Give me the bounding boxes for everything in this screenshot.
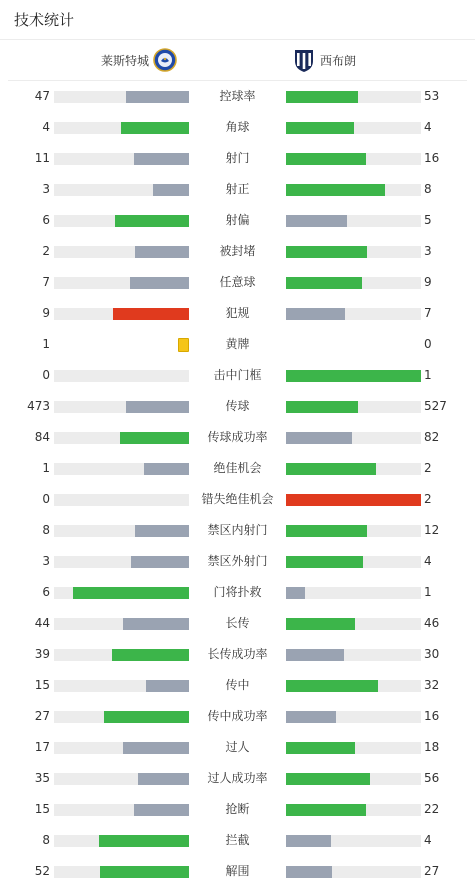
stat-label: 传球成功率 <box>207 430 268 444</box>
home-bar-track <box>54 277 189 289</box>
home-value: 84 <box>34 430 50 444</box>
stat-row <box>0 391 475 422</box>
away-value: 22 <box>424 802 440 816</box>
home-bar-track <box>54 804 189 816</box>
stat-label: 任意球 <box>219 275 256 289</box>
home-value: 52 <box>34 864 50 878</box>
away-bar-track <box>286 587 421 599</box>
stat-row <box>0 546 475 577</box>
home-bar-track <box>54 649 189 661</box>
away-team-crest-icon <box>292 47 316 73</box>
stat-label: 门将扑救 <box>213 585 262 599</box>
away-bar <box>286 742 355 754</box>
home-bar <box>121 122 189 134</box>
home-bar-track <box>54 680 189 692</box>
home-bar <box>112 649 189 661</box>
stat-label: 传中 <box>225 678 250 692</box>
away-bar-track <box>286 463 421 475</box>
stat-label: 击中门框 <box>213 368 262 382</box>
stat-row <box>0 484 475 515</box>
home-bar-track <box>54 215 189 227</box>
stat-label: 拦截 <box>225 833 250 847</box>
stat-label: 长传 <box>225 616 250 630</box>
page-title: 技术统计 <box>14 11 75 29</box>
home-value: 7 <box>42 275 50 289</box>
home-value: 6 <box>42 585 50 599</box>
home-value: 0 <box>42 492 50 506</box>
home-value: 39 <box>34 647 50 661</box>
away-bar-track <box>286 711 421 723</box>
home-bar-track <box>54 742 189 754</box>
home-bar-track <box>54 184 189 196</box>
away-team[interactable] <box>292 40 356 80</box>
stat-row <box>0 143 475 174</box>
away-bar <box>286 680 378 692</box>
home-bar-track <box>54 618 189 630</box>
away-bar <box>286 463 376 475</box>
home-bar <box>123 618 189 630</box>
away-bar <box>286 215 347 227</box>
away-value: 0 <box>424 337 432 351</box>
home-bar <box>146 680 189 692</box>
home-bar-track <box>54 494 189 506</box>
away-bar <box>286 618 355 630</box>
stat-row <box>0 732 475 763</box>
away-value: 30 <box>424 647 440 661</box>
away-bar <box>286 556 363 568</box>
away-bar <box>286 370 421 382</box>
teams-bar <box>8 40 467 81</box>
home-bar <box>138 773 189 785</box>
home-bar-track <box>54 370 189 382</box>
home-bar <box>134 153 189 165</box>
away-bar <box>286 525 367 537</box>
stat-label: 黄牌 <box>225 337 250 351</box>
away-value: 82 <box>424 430 440 444</box>
away-bar-track <box>286 401 421 413</box>
home-value: 17 <box>34 740 50 754</box>
stat-row <box>0 267 475 298</box>
stat-row <box>0 329 475 360</box>
home-value: 15 <box>34 802 50 816</box>
away-bar <box>286 246 367 258</box>
home-bar <box>104 711 189 723</box>
stat-label: 解围 <box>225 864 250 878</box>
away-bar-track <box>286 556 421 568</box>
home-value: 47 <box>34 89 50 103</box>
home-value: 3 <box>42 182 50 196</box>
away-bar-track <box>286 773 421 785</box>
away-bar-track <box>286 804 421 816</box>
away-bar-track <box>286 215 421 227</box>
home-team-crest-icon <box>153 47 177 73</box>
home-bar-track <box>54 91 189 103</box>
away-bar-track <box>286 184 421 196</box>
home-bar-track <box>54 556 189 568</box>
home-bar <box>135 525 189 537</box>
home-value: 1 <box>42 337 50 351</box>
stat-row <box>0 856 475 887</box>
home-bar <box>134 804 189 816</box>
home-value: 15 <box>34 678 50 692</box>
away-bar <box>286 866 332 878</box>
away-value: 53 <box>424 89 440 103</box>
stat-label: 过人成功率 <box>207 771 268 785</box>
stat-label: 控球率 <box>219 89 256 103</box>
home-bar <box>113 308 189 320</box>
home-bar <box>131 556 189 568</box>
stat-label: 抢断 <box>225 802 250 816</box>
away-bar <box>286 587 305 599</box>
home-bar-track <box>54 525 189 537</box>
stat-row <box>0 298 475 329</box>
home-value: 8 <box>42 833 50 847</box>
stat-row <box>0 174 475 205</box>
away-value: 56 <box>424 771 440 785</box>
stat-row <box>0 112 475 143</box>
home-bar <box>99 835 189 847</box>
home-bar-track <box>54 246 189 258</box>
away-bar <box>286 649 344 661</box>
home-bar <box>126 91 189 103</box>
stat-label: 犯规 <box>225 306 250 320</box>
stat-row <box>0 794 475 825</box>
stat-row <box>0 639 475 670</box>
stats-header <box>0 0 475 40</box>
away-value: 2 <box>424 461 432 475</box>
away-bar <box>286 153 366 165</box>
home-bar-track <box>54 835 189 847</box>
home-bar-track <box>54 432 189 444</box>
away-bar <box>286 804 366 816</box>
home-value: 6 <box>42 213 50 227</box>
stat-label: 射正 <box>225 182 250 196</box>
stat-label: 传球 <box>225 399 250 413</box>
stat-label: 绝佳机会 <box>213 461 262 475</box>
stat-row <box>0 763 475 794</box>
stat-label: 射偏 <box>225 213 250 227</box>
away-value: 16 <box>424 151 440 165</box>
away-bar-track <box>286 742 421 754</box>
away-value: 9 <box>424 275 432 289</box>
home-bar-track <box>54 308 189 320</box>
away-bar-track <box>286 153 421 165</box>
stat-label: 射门 <box>225 151 250 165</box>
away-value: 5 <box>424 213 432 227</box>
home-value: 2 <box>42 244 50 258</box>
home-value: 8 <box>42 523 50 537</box>
away-bar-track <box>286 649 421 661</box>
away-value: 1 <box>424 585 432 599</box>
home-value: 4 <box>42 120 50 134</box>
away-bar <box>286 773 370 785</box>
stat-label: 传中成功率 <box>207 709 268 723</box>
away-bar <box>286 184 385 196</box>
away-bar-track <box>286 618 421 630</box>
home-bar <box>123 742 189 754</box>
home-bar <box>126 401 189 413</box>
away-bar <box>286 308 345 320</box>
home-team[interactable] <box>101 40 177 80</box>
stat-row <box>0 515 475 546</box>
away-bar <box>286 91 358 103</box>
away-value: 527 <box>424 399 447 413</box>
stat-row <box>0 608 475 639</box>
away-value: 1 <box>424 368 432 382</box>
away-value: 7 <box>424 306 432 320</box>
home-bar <box>115 215 189 227</box>
home-bar <box>100 866 189 878</box>
away-value: 18 <box>424 740 440 754</box>
home-value: 11 <box>34 151 50 165</box>
away-bar-track <box>286 370 421 382</box>
stat-label: 错失绝佳机会 <box>201 492 274 506</box>
stat-row <box>0 701 475 732</box>
away-bar <box>286 122 354 134</box>
away-value: 4 <box>424 833 432 847</box>
away-bar-track <box>286 866 421 878</box>
away-bar-track <box>286 680 421 692</box>
away-bar-track <box>286 122 421 134</box>
stat-label: 角球 <box>225 120 250 134</box>
away-bar <box>286 401 358 413</box>
home-bar-track <box>54 153 189 165</box>
away-bar-track <box>286 494 421 506</box>
home-bar-track <box>54 587 189 599</box>
away-bar <box>286 277 362 289</box>
away-bar <box>286 494 421 506</box>
home-bar <box>144 463 189 475</box>
away-bar-track <box>286 308 421 320</box>
stat-label: 被封堵 <box>219 244 256 258</box>
away-bar-track <box>286 277 421 289</box>
stat-row <box>0 577 475 608</box>
stat-row <box>0 205 475 236</box>
home-bar-track <box>54 773 189 785</box>
away-value: 4 <box>424 554 432 568</box>
home-value: 27 <box>34 709 50 723</box>
away-value: 3 <box>424 244 432 258</box>
home-value: 9 <box>42 306 50 320</box>
home-bar <box>120 432 189 444</box>
away-value: 16 <box>424 709 440 723</box>
home-value: 1 <box>42 461 50 475</box>
home-value: 473 <box>27 399 50 413</box>
away-bar <box>286 711 336 723</box>
away-team-name: 西布朗 <box>320 53 357 68</box>
stat-row <box>0 236 475 267</box>
home-value: 3 <box>42 554 50 568</box>
away-bar <box>286 432 352 444</box>
home-team-name: 莱斯特城 <box>100 53 149 68</box>
home-bar <box>73 587 189 599</box>
away-value: 12 <box>424 523 440 537</box>
stat-row <box>0 360 475 391</box>
away-value: 8 <box>424 182 432 196</box>
home-value: 44 <box>34 616 50 630</box>
stat-row <box>0 422 475 453</box>
stat-row <box>0 825 475 856</box>
stat-label: 过人 <box>225 740 250 754</box>
stat-row <box>0 453 475 484</box>
stat-row <box>0 670 475 701</box>
away-value: 4 <box>424 120 432 134</box>
home-bar-track <box>54 122 189 134</box>
away-bar <box>286 835 331 847</box>
stat-row <box>0 81 475 112</box>
stat-label: 长传成功率 <box>207 647 268 661</box>
away-value: 32 <box>424 678 440 692</box>
home-bar-track <box>54 711 189 723</box>
away-value: 27 <box>424 864 440 878</box>
stat-label: 禁区外射门 <box>207 554 268 568</box>
away-bar-track <box>286 835 421 847</box>
stat-label: 禁区内射门 <box>207 523 268 537</box>
home-value: 35 <box>34 771 50 785</box>
away-value: 2 <box>424 492 432 506</box>
home-bar-track <box>54 401 189 413</box>
away-bar-track <box>286 432 421 444</box>
home-bar <box>153 184 189 196</box>
home-bar <box>130 277 189 289</box>
home-bar-track <box>54 463 189 475</box>
yellow-card-icon <box>178 338 189 352</box>
away-value: 46 <box>424 616 440 630</box>
away-bar-track <box>286 525 421 537</box>
away-bar-track <box>286 91 421 103</box>
away-bar-track <box>286 246 421 258</box>
home-value: 0 <box>42 368 50 382</box>
home-bar-track <box>54 866 189 878</box>
home-bar <box>135 246 189 258</box>
